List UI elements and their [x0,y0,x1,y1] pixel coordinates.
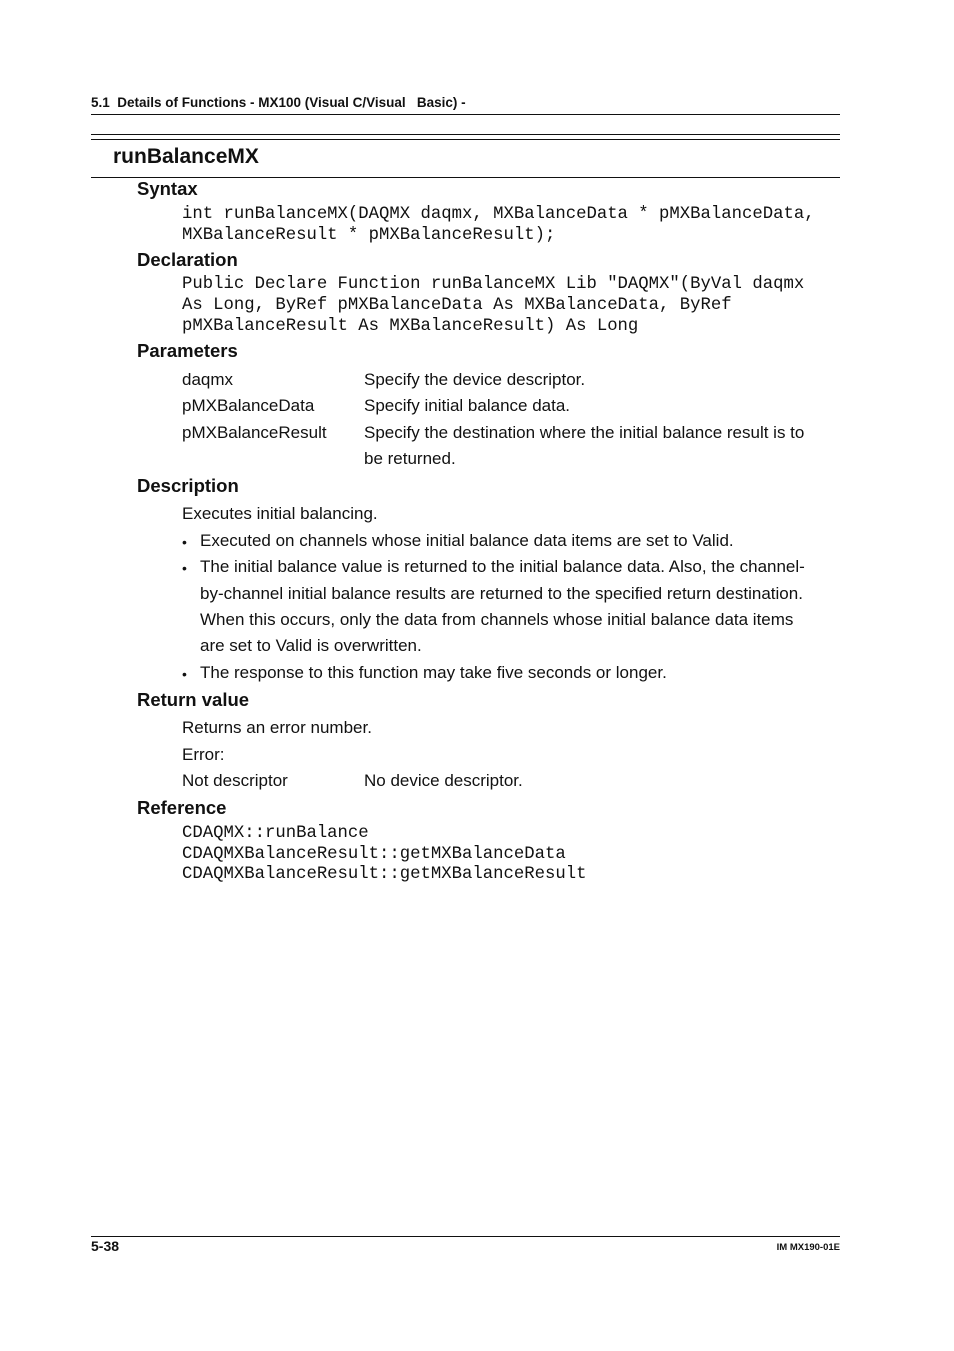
bullet-2-line-1: The initial balance value is returned to the initial balance data. Also, the channel- [200,557,805,576]
description-intro: Executes initial balancing. [182,504,378,523]
param-desc-daqmx: Specify the device descriptor. [364,370,586,389]
parameters-heading: Parameters [137,340,238,361]
param-desc-pmxbalanceresult-line-1: Specify the destination where the initial balance result is to [364,423,805,442]
description-heading: Description [137,475,239,496]
param-name-daqmx: daqmx [182,370,234,389]
reference-line-3: CDAQMXBalanceResult::getMXBalanceResult [182,865,587,884]
declaration-line-3: pMXBalanceResult As MXBalanceResult) As Long [182,317,639,336]
param-name-pmxbalanceresult: pMXBalanceResult [182,423,327,442]
function-title: runBalanceMX [113,145,259,168]
error-desc: No device descriptor. [364,771,523,790]
reference-heading: Reference [137,797,227,818]
title-rule-bottom [91,177,840,178]
bullet-2-line-3: When this occurs, only the data from channels whose initial balance data items [200,610,794,629]
reference-line-1: CDAQMX::runBalance [182,824,369,843]
return-value-heading: Return value [137,689,250,710]
syntax-line-1: int runBalanceMX(DAQMX daqmx, MXBalanceData * pMXBalanceData, [182,205,815,224]
header-rule [91,114,840,115]
syntax-line-2: MXBalanceResult * pMXBalanceResult); [182,226,556,245]
param-desc-pmxbalanceresult-line-2: be returned. [364,449,456,468]
declaration-heading: Declaration [137,249,238,270]
title-rule-top-1 [91,134,840,135]
footer-rule [91,1236,840,1237]
bullet-3-line-1: The response to this function may take five seconds or longer. [200,663,667,682]
return-value-line-1: Returns an error number. [182,718,372,737]
bullet-icon: • [182,666,187,682]
page-number: 5-38 [91,1238,120,1254]
bullet-1-line-1: Executed on channels whose initial balance data items are set to Valid. [200,531,734,550]
title-rule-top-2 [91,139,840,140]
bullet-icon: • [182,560,187,576]
document-id: IM MX190-01E [776,1242,840,1253]
error-name: Not descriptor [182,771,288,790]
return-value-error-label: Error: [182,745,225,764]
reference-line-2: CDAQMXBalanceResult::getMXBalanceData [182,845,566,864]
declaration-line-2: As Long, ByRef pMXBalanceData As MXBalanceData, ByRef [182,296,732,315]
bullet-icon: • [182,534,187,550]
syntax-heading: Syntax [137,178,198,199]
running-header: 5.1 Details of Functions - MX100 (Visual C/Visual Basic) - [91,95,466,110]
param-name-pmxbalancedata: pMXBalanceData [182,396,315,415]
bullet-2-line-4: are set to Valid is overwritten. [200,636,422,655]
bullet-2-line-2: by-channel initial balance results are returned to the specified return destination. [200,584,803,603]
declaration-line-1: Public Declare Function runBalanceMX Lib "DAQMX"(ByVal daqmx [182,275,805,294]
param-desc-pmxbalancedata: Specify initial balance data. [364,396,571,415]
